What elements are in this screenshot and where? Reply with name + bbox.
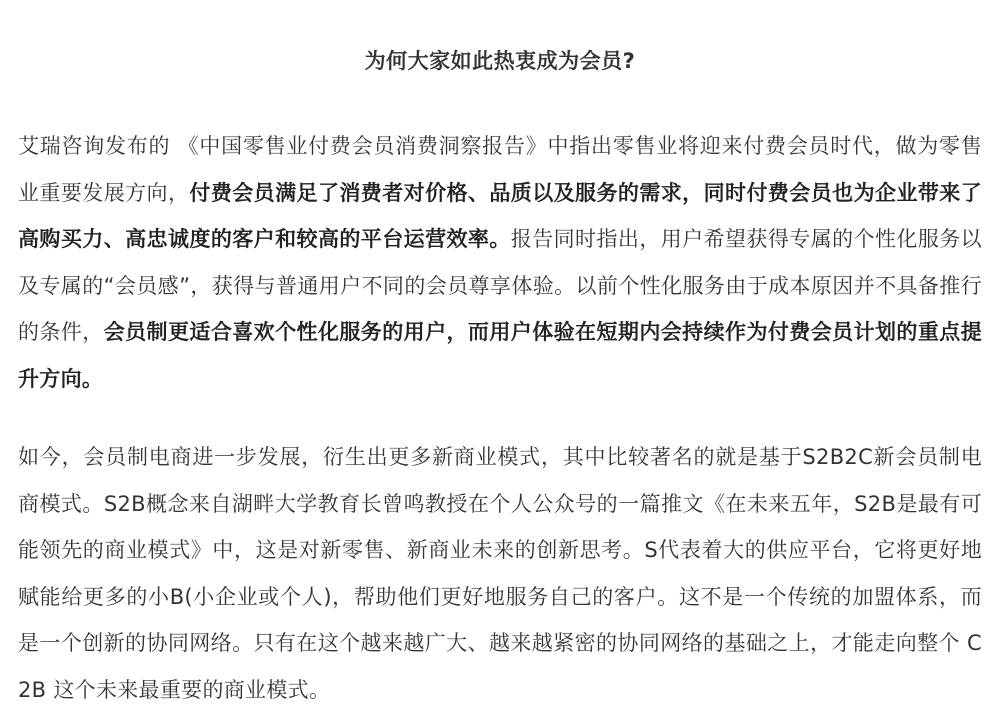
paragraph1-text-1: 艾瑞咨询发布的 《中国零售业付费会员消费洞察报告》中指出零售业将迎来付费会员时代，做为零售业重要发展方向， [18, 134, 982, 205]
article-title: 为何大家如此热衷成为会员? [364, 49, 636, 73]
paragraph1-bold-1: 付费会员满足了消费者对价格、品质以及服务的需求，同时付费会员也为企业带来了高购买力、高忠诚度的客户和较高的平台运营效率。 [18, 180, 982, 251]
paragraph2-text: 如今，会员制电商进一步发展，衍生出更多新商业模式，其中比较著名的就是基于S2B2C新会员制电商模式。S2B概念来自湖畔大学教育长曾鸣教授在个人公众号的一篇推文《在未来五年，S2B是最有可能领先的商业模式》中，这是对新零售、新商业未来的创新思考。S代表着大的供应平台，它将更好地赋能给更多的小B(小企业或个人)，帮助他们更好地服务自己的客户。这不是一个传统的加盟体系，而是一个创新的协同网络。只有在这个越来越广大、越来越紧密的协同网络的基础之上，才能走向整个 C2B 这个未来最重要的商业模式。 [18, 445, 982, 702]
paragraph1-bold-2: 会员制更适合喜欢个性化服务的用户，而用户体验在短期内会持续作为付费会员计划的重点提升方向。 [18, 320, 982, 391]
paragraph1-text-2: 报告同时指出，用户希望获得专属的个性化服务以及专属的“会员感”，获得与普通用户不同的会员尊享体验。以前个性化服务由于成本原因并不具备推行的条件， [18, 227, 982, 344]
paragraph-s2b2c-model [18, 434, 982, 713]
paragraph-paid-membership-report [18, 123, 982, 402]
